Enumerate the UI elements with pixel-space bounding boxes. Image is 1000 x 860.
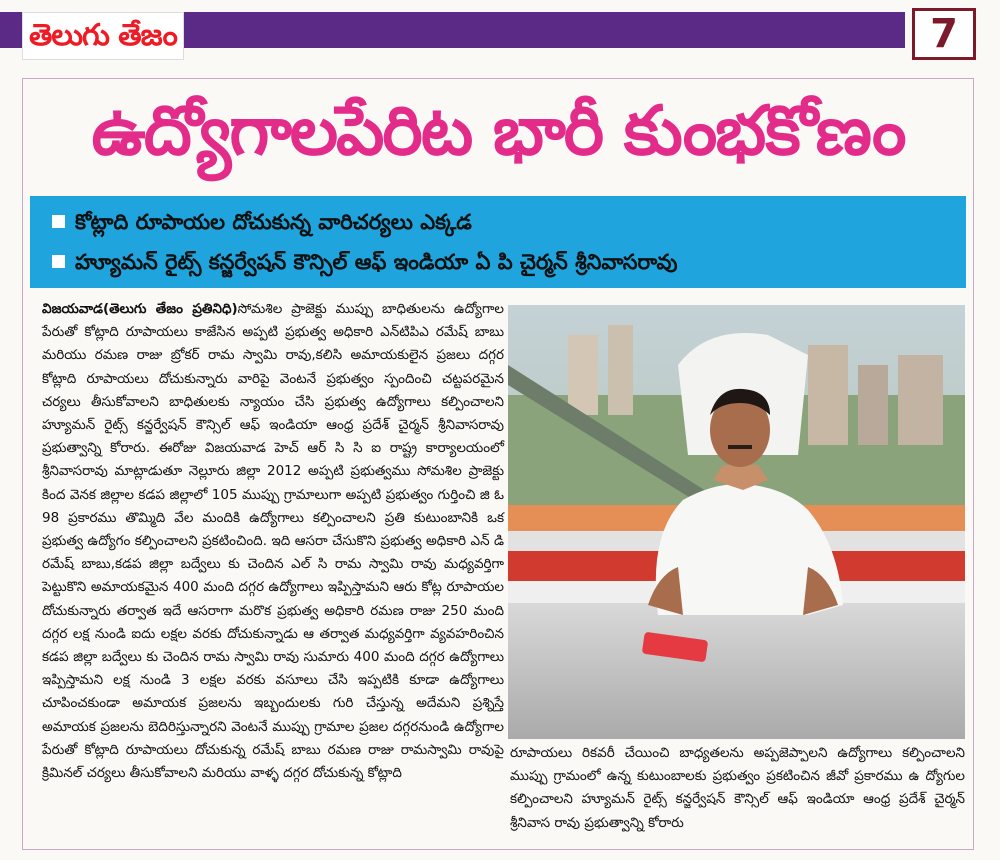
bullet-icon [52, 215, 65, 228]
page-number: 7 [912, 8, 976, 60]
headline: ఉద్యోగాలపేరిట భారీ కుంభకోణం [91, 92, 905, 171]
article-body [42, 298, 504, 785]
sub-headline-2-text: హ్యూమన్ రైట్స్ కన్జర్వేషన్ కౌన్సిల్ ఆఫ్ ఇండియా ఏ పి చైర్మన్ శ్రీనివాసరావు [75, 250, 678, 274]
article-continuation: రూపాయలు రికవరీ చేయించి బాధ్యతలను అప్పజెప్పాలని ఉద్యోగాలు కల్పించాలని ముప్పు గ్రామంలో ఉన్న కుటుంబాలకు ప్రభుత్వం ప్రకటించిన జీవో ప్రకారము ఉ ద్యోగుల కల్పించాలని హ్యూమన్ రైట్స్ కన్జర్వేషన్ కౌన్సిల్ ఆఫ్ ఇండియా ఆంధ్ర ప్రదేశ్ చైర్మన్ శ్రీనివాస రావు ప్రభుత్వాన్ని కోరారు [510, 745, 965, 831]
dateline: విజయవాడ(తెలుగు తేజం ప్రతినిధి) [42, 301, 238, 317]
article-text: సోమశిల ప్రాజెక్టు ముప్పు బాధితులను ఉద్యోగాల పేరుతో కోట్లాది రూపాయలు కాజేసిన అప్పటి ప్రభుత్వ అధికారి ఎన్‌టిపిఎ రమేష్ బాబు మరియు రమణ రాజు బ్రోకర్ రామ స్వామి రావు,కలిసి అమాయకులైన ప్రజలు దగ్గర కోట్లాది రూపాయలు దోచుకున్నారు వారిపై వెంటనే ప్రభుత్వం స్పందించి చట్టపరమైన చర్యలు తీసుకోవాలని బాధితులకు న్యాయం చేసి ప్రభుత్వ ఉద్యోగాలు కల్పించాలని హ్యూమన్ రైట్స్ కన్జర్వేషన్ కౌన్సిల్ ఆఫ్ ఇండియా ఆంధ్ర ప్రదేశ్ చైర్మన్ శ్రీనివాసరావు ప్రభుత్వాన్ని కోరారు. ఈరోజు విజయవాడ హెచ్ ఆర్ సి సి ఐ రాష్ట్ర కార్యాలయంలో శ్రీనివాసరావు మాట్లాడుతూ నెల్లూరు జిల్లా 2012 అప్పటి ప్రభుత్వము సోమశిల ప్రాజెక్టు కింద వెనక జిల్లాల కడప జిల్లాలో 105 ముప్పు గ్రామాలుగా అప్పటి ప్రభుత్వం గుర్తించి జి ఓ 98 ప్రకారము తొమ్మిది వేల మందికి ఉద్యోగాలు కల్పించాలని ప్రతి కుటుంబానికి ఒక ప్రభుత్వ ఉద్యోగం కల్పించాలని ప్రకటించింది. ఇది ఆసరా చేసుకొని ప్రభుత్వ అధికారి ఎన్ డి రమేష్ బాబు,కడప జిల్లా బద్వేలు కు చెందిన ఎల్ సి రామ స్వామి రావు మధ్యవర్తిగా పెట్టుకొని అమాయకమైన 400 మంది దగ్గర ఉద్యోగాలు ఇప్పిస్తామని ఆరు కోట్ల రూపాయల దోచుకున్నారు తర్వాత ఇదే ఆసరాగా మరొక ప్రభుత్వ అధికారి రమణ రాజు 250 మంది దగ్గర లక్ష నుండి ఐదు లక్షల వరకు దోచుకున్నాడు ఆ తర్వాత మధ్యవర్తిగా వ్యవహరించిన కడప జిల్లా బద్వేలు కు చెందిన రామ స్వామి రావు సుమారు 400 మంది దగ్గర ఉద్యోగాలు ఇప్పిస్తామని లక్ష నుండి 3 లక్షల వరకు వసూలు చేసి ఇప్పటికి కూడా ఉద్యోగాలు చూపించకుండా అమాయక ప్రజలను ఇబ్బందులకు గురి చేస్తున్న అదేమని ప్రశ్నిస్తే అమాయక ప్రజలను బెదిరిస్తున్నారని వెంటనే ముప్పు గ్రామాల ప్రజల దగ్గరనుండి ఉద్యోగాల పేరుతో కోట్లాది రూపాయలు దోచుకున్న రమేష్ బాబు రమణ రాజు రామస్వామి రావుపై క్రిమినల్ చర్యలు తీసుకోవాలని మరియు వాళ్ళ దగ్గర దోచుకున్న కోట్లాది [42, 301, 504, 782]
bullet-icon [52, 255, 65, 268]
sub-headline-1 [52, 210, 472, 240]
news-photo [508, 305, 965, 739]
sub-headline-1-text: కోట్లాది రూపాయల దోచుకున్న వారిచర్యలు ఎక్కడ [75, 210, 472, 234]
sub-headline-2 [52, 250, 677, 280]
masthead-logo: తెలుగు తేజం [22, 12, 184, 60]
